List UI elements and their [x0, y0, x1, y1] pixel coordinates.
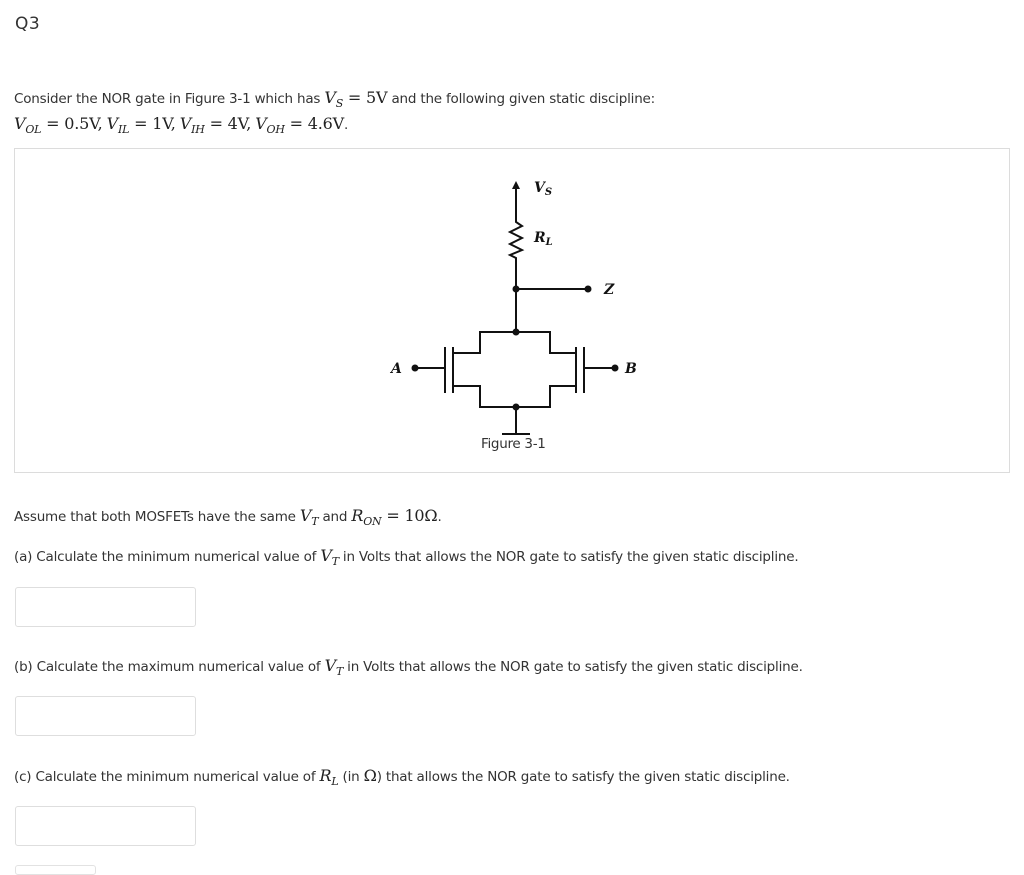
figure-container — [14, 148, 1010, 473]
question-number: Q3 — [15, 14, 41, 34]
vs-symbol: $V_S$ — [324, 88, 344, 111]
figure-caption: Figure 3-1 — [481, 436, 546, 452]
z-terminal-dot — [585, 286, 592, 293]
b-terminal-dot — [612, 365, 619, 372]
part-c-answer-input[interactable] — [15, 806, 196, 846]
part-c-prompt: (c) Calculate the minimum numerical value of $R_L$ (in Ω) that allows the NOR gate to satisfy the given static discipline. — [14, 766, 790, 789]
part-a-answer-input[interactable] — [15, 587, 196, 627]
b-label: B — [625, 361, 637, 377]
vih-spec: $V_{IH}$ — [179, 114, 205, 137]
drain-junction-dot — [513, 329, 520, 336]
static-discipline: $V_{OL} = 0.5V$, $V_{IL} = 1V$, $V_{IH} = 4V$, $V_{OH} = 4.6V$. — [14, 114, 349, 137]
assumption-text: Assume that both MOSFETs have the same $V_T$ and $R_{ON} = 10\Omega$. — [14, 506, 442, 529]
intro-line-1: Consider the NOR gate in Figure 3-1 which has $V_S = 5V$ and the following given static discipline: — [14, 88, 656, 111]
source-junction-dot — [513, 404, 520, 411]
vt-symbol: $V_T$ — [299, 506, 319, 529]
ron-symbol: $R_{ON}$ — [351, 506, 382, 529]
vil-spec: $V_{IL}$ — [106, 114, 130, 137]
vol-spec: $V_{OL}$ — [14, 114, 42, 137]
part-b-prompt: (b) Calculate the maximum numerical value of $V_T$ in Volts that allows the NOR gate to satisfy the given static discipline. — [14, 656, 803, 679]
voh-spec: $V_{OH}$ — [255, 114, 285, 137]
z-label: Z — [604, 282, 615, 298]
resistor-icon — [510, 219, 522, 261]
nor-gate-circuit-diagram — [15, 149, 1011, 474]
a-terminal-dot — [412, 365, 419, 372]
question-intro — [14, 88, 655, 140]
a-label: A — [391, 361, 402, 377]
part-b-answer-input[interactable] — [15, 696, 196, 736]
part-a-prompt: (a) Calculate the minimum numerical value of $V_T$ in Volts that allows the NOR gate to satisfy the given static discipline. — [14, 546, 799, 569]
vs-label: $V_S$ — [534, 180, 553, 198]
rl-label: $R_L$ — [534, 230, 553, 248]
supply-arrow-icon — [512, 181, 520, 219]
output-junction-dot — [513, 286, 520, 293]
